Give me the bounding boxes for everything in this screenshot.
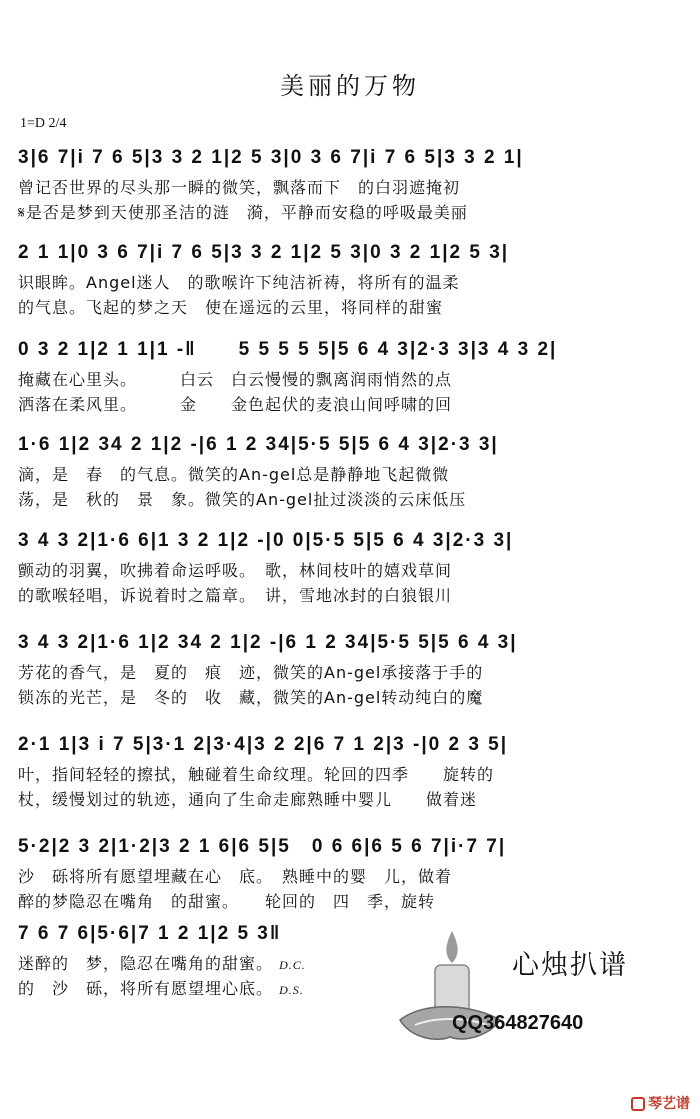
notation-line: 3|6 7|i 7 6 5|3 3 2 1|2 5 3|0 3 6 7|i 7 6 5|3 3 2 1| bbox=[18, 147, 524, 168]
staff-6 bbox=[18, 626, 678, 710]
lyric-text: 迷醉的 梦，隐忍在嘴角的甜蜜。 bbox=[18, 954, 274, 973]
key-signature: 1=D 2/4 bbox=[20, 116, 67, 131]
notation-line: 2 1 1|0 3 6 7|i 7 6 5|3 3 2 1|2 5 3|0 3 2 1|2 5 3| bbox=[18, 242, 510, 263]
notation-line: 3 4 3 2|1·6 1|2 34 2 1|2 -|6 1 2 34|5·5 5|5 6 4 3| bbox=[18, 632, 518, 653]
notation-line: 5·2|2 3 2|1·2|3 2 1 6|6 5|5 0 6 6|6 5 6 7|i·7 7| bbox=[18, 836, 507, 857]
lyric-line-2: 的歌喉轻唱，诉说着时之篇章。 讲，雪地冰封的白狼银川 bbox=[18, 586, 453, 605]
lyric-line-2 bbox=[18, 976, 398, 1001]
lyric-line-1: 颤动的羽翼，吹拂着命运呼吸。 歌，林间枝叶的嬉戏草间 bbox=[18, 561, 453, 580]
lyric-line-2: 荡，是 秋的 景 象。微笑的An-gel扯过淡淡的云床低压 bbox=[18, 490, 467, 509]
lyric-line-2: 洒落在柔风里。 金 金色起伏的麦浪山间呼啸的回 bbox=[18, 395, 453, 414]
lyric-line-1: 沙 砾将所有愿望埋藏在心 底。 熟睡中的婴 儿，做着 bbox=[18, 867, 453, 886]
lyric-text: 的 沙 砾，将所有愿望埋心底。 bbox=[18, 979, 274, 998]
dc-mark: D.C. bbox=[279, 958, 306, 972]
lyric-line-1: 滴，是 春 的气息。微笑的An-gel总是静静地飞起微微 bbox=[18, 465, 450, 484]
lyric-line-1: 芳花的香气，是 夏的 痕 迹，微笑的An-gel承接落于手的 bbox=[18, 663, 484, 682]
staff-7 bbox=[18, 728, 678, 812]
lyric-line-1: 叶，指间轻轻的擦拭，触碰着生命纹理。轮回的四季 旋转的 bbox=[18, 765, 495, 784]
song-title: 美丽的万物 bbox=[280, 72, 420, 100]
notation-line: 1·6 1|2 34 2 1|2 -|6 1 2 34|5·5 5|5 6 4 3|2·3 3| bbox=[18, 434, 499, 455]
lyric-line-2: 的气息。飞起的梦之天 使在遥远的云里，将同样的甜蜜 bbox=[18, 298, 444, 317]
transcriber-credit: 心烛扒谱 bbox=[512, 950, 628, 981]
staff-9 bbox=[18, 917, 398, 1001]
staff-5 bbox=[18, 524, 678, 608]
ds-mark: D.S. bbox=[279, 983, 304, 997]
notation-line: 2·1 1|3 i 7 5|3·1 2|3·4|3 2 2|6 7 1 2|3 -|0 2 3 5| bbox=[18, 734, 509, 755]
qq-contact: QQ364827640 bbox=[452, 1012, 584, 1034]
staff-2 bbox=[18, 236, 678, 320]
lyric-line-1: 识眼眸。Angel迷人 的歌喉许下纯洁祈祷，将所有的温柔 bbox=[18, 273, 460, 292]
lyric-line-2: 𝄋是否是梦到天使那圣洁的涟 漪，平静而安稳的呼吸最美丽 bbox=[18, 203, 468, 222]
lyric-line-1: 掩藏在心里头。 白云 白云慢慢的飘离润雨悄然的点 bbox=[18, 370, 453, 389]
staff-4 bbox=[18, 428, 678, 512]
staff-8 bbox=[18, 830, 678, 914]
candle-icon bbox=[395, 925, 505, 1065]
staff-3 bbox=[18, 333, 678, 417]
site-watermark bbox=[631, 1093, 690, 1113]
notation-line: 3 4 3 2|1·6 6|1 3 2 1|2 -|0 0|5·5 5|5 6 4 3|2·3 3| bbox=[18, 530, 514, 551]
lyric-line-1: 曾记否世界的尽头那一瞬的微笑，飘落而下 的白羽遮掩初 bbox=[18, 178, 461, 197]
lyric-line-2: 醉的梦隐忍在嘴角 的甜蜜。 轮回的 四 季，旋转 bbox=[18, 892, 436, 911]
watermark-text: 琴艺谱 bbox=[648, 1096, 690, 1112]
watermark-logo-icon bbox=[631, 1097, 645, 1111]
lyric-line-1 bbox=[18, 951, 398, 976]
lyric-line-2: 杖，缓慢划过的轨迹，通向了生命走廊熟睡中婴儿 做着迷 bbox=[18, 790, 478, 809]
staff-1 bbox=[18, 141, 678, 225]
notation-line: 0 3 2 1|2 1 1|1 -‖ 5 5 5 5 5|5 6 4 3|2·3 3|3 4 3 2| bbox=[18, 339, 558, 360]
lyric-line-2: 锁冻的光芒，是 冬的 收 藏，微笑的An-gel转动纯白的魔 bbox=[18, 688, 484, 707]
notation-line: 7 6 7 6|5·6|7 1 2 1|2 5 3‖ bbox=[18, 923, 282, 944]
